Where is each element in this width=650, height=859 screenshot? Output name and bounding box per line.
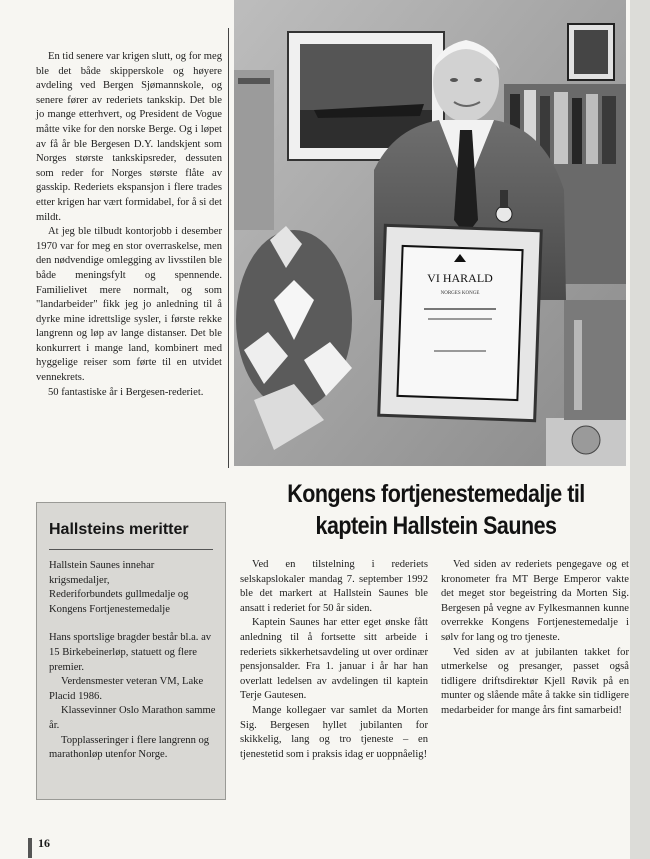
- ceremony-photo: [234, 0, 626, 466]
- diploma-subheading: NORGES KONGE: [440, 291, 480, 296]
- article-column-1: [240, 558, 428, 762]
- diploma-heading: VI HARALD: [427, 271, 493, 285]
- left-paragraph-1: En tid senere var krigen slutt, og for meg ble det både skipperskole og høyere avdeling ved Bergen Sjømannskole, og senere fører av rederiets tankskip. Det ble jo mange etterhvert, og President de Vogue måtte vike for den norske Berge. Og i løpet av få år ble Bergesen D.Y. landskjent som Norges største tankskipsreder, dessuten som reder for Norges største flåte av gasskip. Rederiets ekspansjon i flere trades etter krigen har vært formidabel, for å si det mildt.: [36, 51, 222, 223]
- left-paragraph-2: At jeg ble tilbudt kontorjobb i desember 1970 var for meg en stor overraskelse, men den nødvendige omlegging av livsstilen ble både meningsfylt og spennende. Familielivet mere normalt, og som "landarbeider" fikk jeg jo anledning til å dyrke mine idrettslige sysler, i første rekke langrenn og løp av lange distanser. Det ble konkurrert i mange land, kombinert med hyggelige reiser som førte til en utvidet vennekrets.: [36, 226, 222, 384]
- merit-line: Hans sportslige bragder består bl.a. av 15 Birkebeinerløp, statuett og flere premier.: [49, 632, 212, 673]
- headline-line-1: Kongens fortjenestemedalje til: [287, 480, 585, 508]
- merit-line: Verdensmester veteran VM, Lake Placid 1986.: [49, 676, 204, 702]
- merit-line: Topplasseringer i flere langrenn og marathonløp utenfor Norge.: [49, 734, 210, 761]
- article-paragraph: Ved siden av at jubilanten takket for utmerkelse og presanger, passet også tidligere driftsdirektør Kjell Røvik på en munter og slående måte å takke sin tidligere medarbeider for mange års fint samarbeid!: [441, 646, 629, 716]
- merits-body: [49, 559, 217, 763]
- headline-line-2: kaptein Hallstein Saunes: [315, 512, 557, 540]
- article-paragraph: Ved en tilstelning i rederiets selskapslokaler mandag 7. september 1992 ble det markert at Hallstein Saunes ble ansatt i rederiet for 50 år siden.: [240, 559, 428, 614]
- photo-illustration: [234, 0, 626, 466]
- article-paragraph: Mange kollegaer var samlet da Morten Sig. Bergesen hyllet jubilanten for skikkelig, lang og tro tjeneste – en tjenestetid som i praksis idag er uoppnåelig!: [240, 704, 428, 760]
- merits-title-rule: [49, 549, 213, 550]
- merit-line: Klassevinner Oslo Marathon samme år.: [49, 705, 216, 731]
- merit-line: Rederiforbundets gullmedalje og Kongens Fortjenestemedalje: [49, 589, 189, 615]
- column-divider: [228, 28, 229, 468]
- headline: [267, 478, 604, 542]
- left-column-text: [36, 50, 222, 400]
- page-marker: [28, 838, 32, 858]
- article-paragraph: Ved siden av rederiets pengegave og et kronometer fra MT Berge Emperor vakte det meget stor begeistring da Morten Sig. Bergesen på vegne av Fylkesmannen kunne overrekke Kongens Fortjenestemedalje i sølv for lang og tro tjeneste.: [441, 559, 629, 643]
- article-column-2: [441, 558, 629, 719]
- merits-box: [36, 502, 226, 800]
- merit-line: Hallstein Saunes innehar krigsmedaljer,: [49, 560, 155, 586]
- page-number: 16: [38, 836, 50, 850]
- left-paragraph-3: 50 fantastiske år i Bergesen-rederiet.: [48, 386, 204, 398]
- merits-title: Hallsteins meritter: [49, 521, 189, 538]
- merit-gap: [49, 617, 217, 631]
- article-paragraph: Kaptein Saunes har etter eget ønske fått anledning til å fortsette sitt arbeide i rederiets sikkerhetsavdeling ut over ordinær pensjonsalder. Fra 1. januar i år har han overlatt ledelsen av avdelingen til kaptein Terje Gautesen.: [240, 617, 428, 702]
- page-edge: [630, 0, 650, 859]
